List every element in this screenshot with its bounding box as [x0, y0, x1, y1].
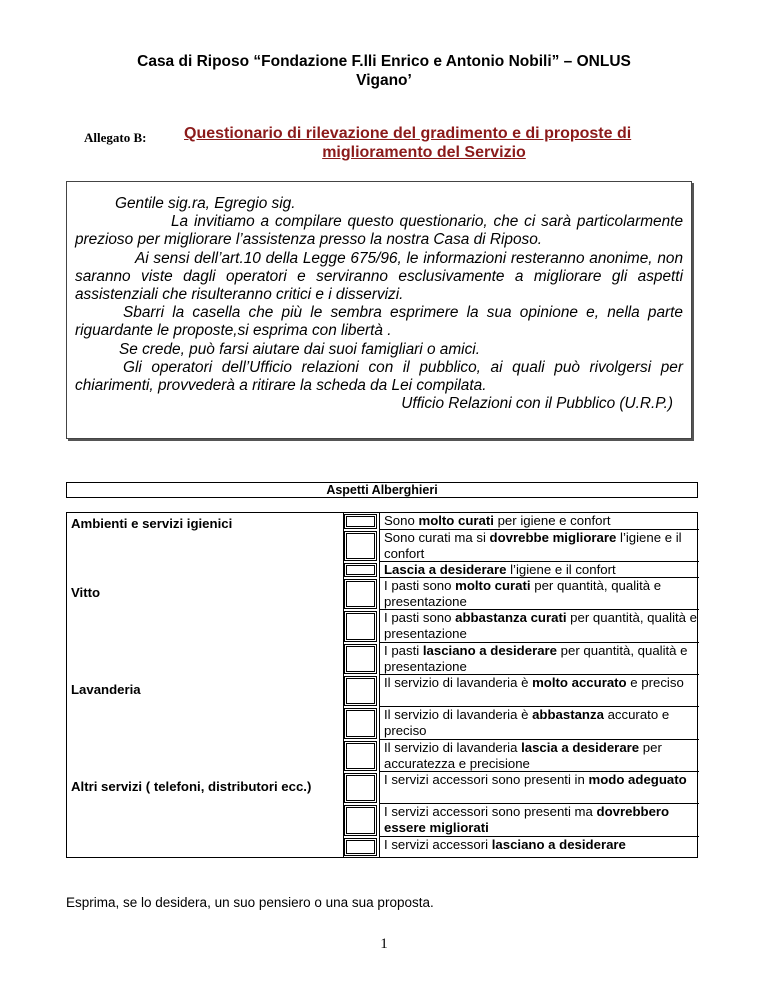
option-emphasis: Lascia a desiderare — [384, 562, 507, 577]
option-text: Il servizio di lavanderia — [384, 740, 522, 755]
option-text: I pasti sono — [384, 610, 456, 625]
option-checkbox[interactable] — [344, 644, 377, 674]
category-ambienti: Ambienti e servizi igienici — [71, 516, 233, 531]
option-emphasis: dovrebbe migliorare — [489, 530, 617, 545]
intro-signature: Ufficio Relazioni con il Pubblico (U.R.P.) — [401, 395, 673, 413]
intro-box — [66, 181, 692, 439]
option-text: I pasti — [384, 643, 423, 658]
option-checkbox[interactable] — [344, 708, 377, 739]
option-emphasis: abbastanza curati — [455, 610, 567, 625]
option-label — [380, 707, 699, 740]
option-text: I pasti sono — [384, 578, 456, 593]
option-label — [380, 804, 699, 837]
category-altri-servizi: Altri servizi ( telefoni, distributori ecc.) — [71, 779, 312, 794]
option-checkbox[interactable] — [344, 579, 377, 609]
option-label — [380, 610, 699, 643]
intro-paragraph-3: Sbarri la casella che più le sembra esprimere la sua opinione e, nella parte riguardante le proposte,si esprima con libertà . — [75, 304, 683, 340]
allegato-title — [84, 124, 724, 162]
allegato-title-line-2: miglioramento del Servizio — [322, 144, 526, 161]
page-number: 1 — [380, 936, 388, 952]
allegato-label: Allegato B: — [84, 130, 147, 145]
option-emphasis: molto curati — [455, 578, 531, 593]
option-text: per igiene e confort — [493, 513, 611, 528]
category-lavanderia: Lavanderia — [71, 682, 141, 697]
option-checkbox[interactable] — [344, 741, 377, 771]
option-emphasis: abbastanza — [532, 707, 604, 722]
option-checkbox[interactable] — [344, 611, 377, 642]
option-label — [380, 562, 699, 578]
option-text: accurato e preciso — [384, 707, 670, 738]
option-label — [380, 675, 699, 707]
closing-prompt: Esprima, se lo desidera, un suo pensiero o una sua proposta. — [66, 895, 434, 910]
option-text: per accuratezza e precisione — [384, 740, 662, 771]
option-text: I servizi accessori sono presenti in — [384, 772, 589, 787]
checkbox-column — [343, 513, 379, 857]
option-text: I servizi accessori — [384, 837, 492, 852]
header-line-2: Vigano’ — [356, 72, 412, 89]
option-label — [380, 740, 699, 772]
option-text: I servizi accessori sono presenti ma — [384, 804, 597, 819]
option-label — [380, 530, 699, 562]
option-text: l’igiene e il confort — [384, 530, 682, 561]
option-checkbox[interactable] — [344, 531, 377, 561]
intro-paragraph-4: Se crede, può farsi aiutare dai suoi famigliari o amici. — [119, 340, 480, 358]
option-checkbox[interactable] — [344, 563, 377, 577]
option-text: per quantità, qualità e presentazione — [384, 578, 662, 609]
section-title: Aspetti Alberghieri — [66, 482, 698, 498]
option-text: Sono curati ma si — [384, 530, 490, 545]
option-checkbox[interactable] — [344, 805, 377, 836]
option-emphasis: molto accurato — [532, 675, 627, 690]
option-label — [380, 837, 699, 857]
option-text: l’igiene e il confort — [506, 562, 616, 577]
option-text: Il servizio di lavanderia è — [384, 675, 533, 690]
intro-salutation: Gentile sig.ra, Egregio sig. — [115, 195, 296, 212]
option-emphasis: lasciano a desiderare — [491, 837, 626, 852]
option-emphasis: modo adeguato — [588, 772, 687, 787]
option-checkbox[interactable] — [344, 773, 377, 803]
questionnaire-table — [66, 512, 698, 858]
intro-paragraph-2: Ai sensi dell’art.10 della Legge 675/96, le informazioni resteranno anonime, non saranno viste dagli operatori e serviranno esclusivamente a migliorare gli aspetti assistenziali che risulteranno critici e i disservizi. — [75, 249, 683, 304]
option-label — [380, 513, 699, 530]
option-emphasis: lascia a desiderare — [521, 740, 640, 755]
option-label — [380, 643, 699, 675]
option-text: e preciso — [626, 675, 684, 690]
category-column — [67, 513, 344, 857]
option-checkbox[interactable] — [344, 676, 377, 706]
header-line-1: Casa di Riposo “Fondazione F.lli Enrico e Antonio Nobili” – ONLUS — [137, 53, 631, 70]
option-label — [380, 772, 699, 804]
option-label — [380, 578, 699, 610]
allegato-title-line-1: Questionario di rilevazione del gradimento e di proposte di — [184, 125, 632, 142]
option-checkbox[interactable] — [344, 838, 377, 856]
option-emphasis: lasciano a desiderare — [422, 643, 558, 658]
option-emphasis: dovrebbero essere migliorati — [384, 804, 670, 835]
option-text: per quantità, qualità e presentazione — [384, 610, 698, 641]
option-text: Il servizio di lavanderia è — [384, 707, 533, 722]
option-checkbox[interactable] — [344, 514, 377, 529]
option-text: Sono — [384, 513, 419, 528]
document-header — [60, 52, 708, 90]
option-emphasis: molto curati — [418, 513, 494, 528]
option-text: per quantità, qualità e presentazione — [384, 643, 688, 674]
options-column — [379, 513, 699, 857]
intro-paragraph-5: Gli operatori dell’Ufficio relazioni con il pubblico, ai quali può rivolgersi per chiarimenti, provvederà a ritirare la scheda da Lei compilata. — [75, 358, 683, 395]
intro-paragraph-1: La invitiamo a compilare questo questionario, che ci sarà particolarmente prezioso per migliorare l’assistenza presso la nostra Casa di Riposo. — [75, 213, 683, 249]
category-vitto: Vitto — [71, 585, 101, 600]
